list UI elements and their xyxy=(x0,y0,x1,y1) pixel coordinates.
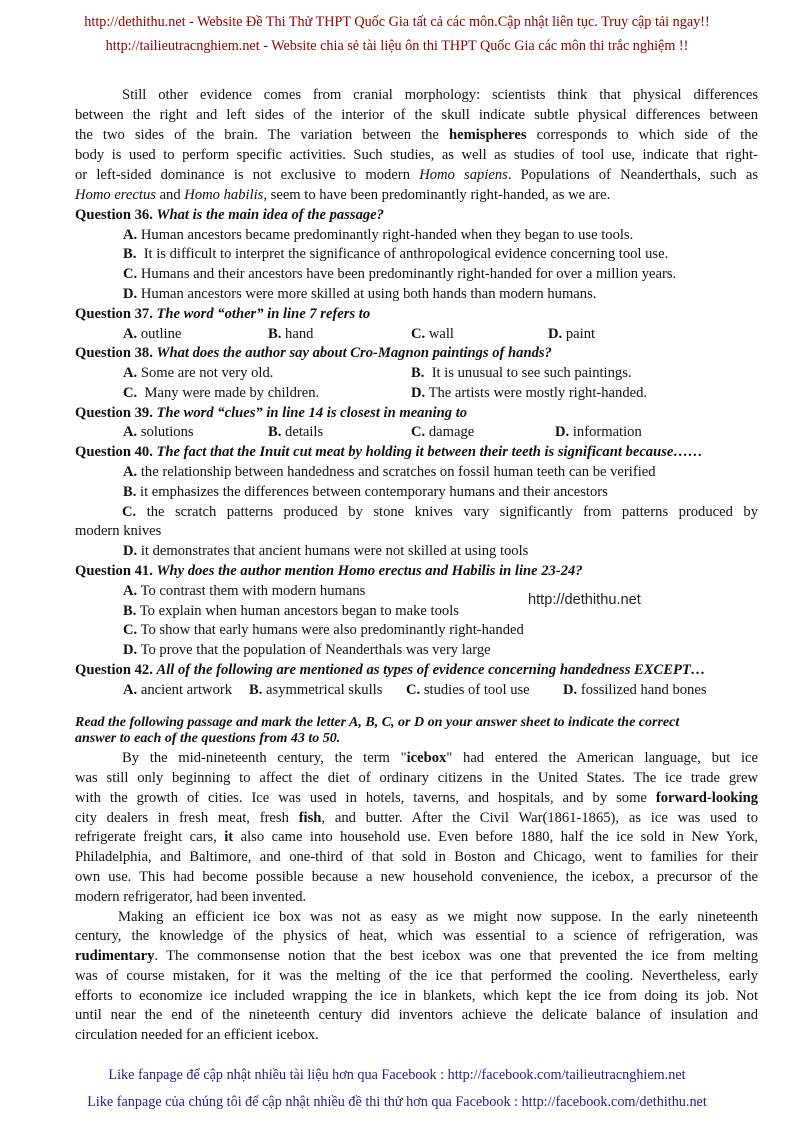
option-36a[interactable]: A. Human ancestors became predominantly right-handed when they began to use tools. xyxy=(123,227,634,243)
option-42c[interactable]: C. studies of tool use xyxy=(406,682,530,698)
option-39c[interactable]: C. damage xyxy=(411,424,475,440)
question-42: Question 42. All of the following are mentioned as types of evidence concerning handedness EXCEPT… xyxy=(75,662,706,678)
option-37d[interactable]: D. paint xyxy=(548,326,596,342)
question-41: Question 41. Why does the author mention Homo erectus and Habilis in line 23-24? xyxy=(75,563,583,579)
option-36d[interactable]: D. Human ancestors were more skilled at using both hands than modern humans. xyxy=(123,286,597,302)
passage1-line: or left-sided dominance is not exclusive to modern Homo sapiens. Populations of Neanderthals, such as xyxy=(75,167,759,183)
option-36b[interactable]: B. It is difficult to interpret the significance of anthropological evidence concerning tool use. xyxy=(123,246,669,262)
passage1-line: body is used to perform specific activities. Such studies, as well as studies of tool use, indicate that right- xyxy=(75,147,758,163)
option-36c[interactable]: C. Humans and their ancestors have been predominantly right-handed for over a million years. xyxy=(123,266,677,282)
footer-line-2[interactable]: Like fanpage của chúng tôi để cập nhật nhiều đề thi thử hơn qua Facebook : http://facebook.com/dethithu.net xyxy=(87,1094,707,1110)
option-42b[interactable]: B. asymmetrical skulls xyxy=(249,682,383,698)
option-42d[interactable]: D. fossilized hand bones xyxy=(563,682,707,698)
option-37a[interactable]: A. outline xyxy=(123,326,182,342)
option-41a[interactable]: A. To contrast them with modern humans xyxy=(123,583,366,599)
passage2-line: Philadelphia, and Baltimore, and one-third of that sold in Boston and Chicago, went to families for their xyxy=(75,849,758,865)
passage2-line: was still only beginning to affect the diet of ordinary citizens in the United States. The ice trade grew xyxy=(75,770,758,786)
question-38: Question 38. What does the author say about Cro-Magnon paintings of hands? xyxy=(75,345,552,361)
instruction-line-2: answer to each of the questions from 43 to 50. xyxy=(75,731,341,746)
option-42a[interactable]: A. ancient artwork xyxy=(123,682,233,698)
option-40b[interactable]: B. it emphasizes the differences between contemporary humans and their ancestors xyxy=(123,484,608,500)
option-39a[interactable]: A. solutions xyxy=(123,424,194,440)
passage2-line: modern refrigerator, had been invented. xyxy=(75,889,307,905)
passage2-line: with the growth of cities. Ice was used in hotels, taverns, and hospitals, and by some forward-looking xyxy=(75,790,758,806)
option-41c[interactable]: C. To show that early humans were also predominantly right-handed xyxy=(123,622,524,638)
passage1-line: between the right and left sides of the interior of the skull indicate subtle physical differences between xyxy=(75,107,758,123)
option-38a[interactable]: A. Some are not very old. xyxy=(123,365,274,381)
passage1-line: Homo erectus and Homo habilis, seem to have been predominantly right-handed, as we are. xyxy=(75,187,611,203)
instruction-line-1: Read the following passage and mark the letter A, B, C, or D on your answer sheet to indicate the correct xyxy=(75,715,680,730)
passage2-line: By the mid-nineteenth century, the term "icebox" had entered the American language, but ice xyxy=(122,750,758,766)
passage2-line: was of course mistaken, for it was the melting of the ice that performed the cooling. Nevertheless, early xyxy=(75,968,758,984)
option-37c[interactable]: C. wall xyxy=(411,326,454,342)
passage2-line: circulation needed for an efficient icebox. xyxy=(75,1027,319,1043)
question-40: Question 40. The fact that the Inuit cut meat by holding it between their teeth is significant because…… xyxy=(75,444,703,460)
option-40c[interactable]: C. the scratch patterns produced by stone knives vary significantly from patterns produced by xyxy=(122,504,758,520)
option-40d[interactable]: D. it demonstrates that ancient humans were not skilled at using tools xyxy=(123,543,529,559)
option-40a[interactable]: A. the relationship between handedness and scratches on fossil human teeth can be verified xyxy=(123,464,656,480)
question-36: Question 36. What is the main idea of the passage? xyxy=(75,207,384,223)
passage1-line: the two sides of the brain. The variation between the hemispheres corresponds to which side of the xyxy=(75,127,758,143)
option-38b[interactable]: B. It is unusual to see such paintings. xyxy=(411,365,632,381)
passage2-line: efforts to economize ice included wrapping the ice in blankets, which kept the ice from doing its job. Not xyxy=(75,988,758,1004)
passage2-line: until near the end of the nineteenth century did inventors achieve the delicate balance of insulation and xyxy=(75,1007,758,1023)
header-line-1[interactable]: http://dethithu.net - Website Đề Thi Thử THPT Quốc Gia tất cả các môn.Cập nhật liên tục. Truy cập tải ngay!! xyxy=(84,14,710,30)
question-39: Question 39. The word “clues” in line 14 is closest in meaning to xyxy=(75,405,468,421)
option-41b[interactable]: B. To explain when human ancestors began to make tools xyxy=(123,603,459,619)
question-37: Question 37. The word “other” in line 7 refers to xyxy=(75,306,371,322)
passage1-line: Still other evidence comes from cranial morphology: scientists think that physical differences xyxy=(122,87,758,103)
option-41d[interactable]: D. To prove that the population of Neanderthals was very large xyxy=(123,642,491,658)
passage2-line: Making an efficient ice box was not as easy as we might now suppose. In the early nineteenth xyxy=(118,909,758,925)
option-37b[interactable]: B. hand xyxy=(268,326,314,342)
passage2-line: city dealers in fresh meat, fresh fish, and butter. After the Civil War(1861-1865), as ice was used to xyxy=(75,810,758,826)
option-38d[interactable]: D. The artists were mostly right-handed. xyxy=(411,385,648,401)
option-40c-continued: modern knives xyxy=(75,523,162,539)
passage2-line: own use. This had become possible because a new household convenience, the icebox, a precursor of the xyxy=(75,869,758,885)
option-39d[interactable]: D. information xyxy=(555,424,642,440)
option-39b[interactable]: B. details xyxy=(268,424,324,440)
passage2-line: century, the knowledge of the physics of heat, which was essential to a science of refrigeration, was xyxy=(75,928,758,944)
header-line-2[interactable]: http://tailieutracnghiem.net - Website chia sẻ tài liệu ôn thi THPT Quốc Gia các môn thi trắc nghiệm !! xyxy=(105,38,689,54)
passage2-line: refrigerate freight cars, it also came into household use. Even before 1880, half the ice sold in New York, xyxy=(75,829,758,845)
passage2-line: rudimentary. The commonsense notion that the best icebox was one that prevented the ice from melting xyxy=(75,948,758,964)
footer-line-1[interactable]: Like fanpage để cập nhật nhiều tài liệu hơn qua Facebook : http://facebook.com/tailieutracnghiem.net xyxy=(108,1067,686,1083)
option-38c[interactable]: C. Many were made by children. xyxy=(123,385,320,401)
watermark-url: http://dethithu.net xyxy=(528,592,641,608)
